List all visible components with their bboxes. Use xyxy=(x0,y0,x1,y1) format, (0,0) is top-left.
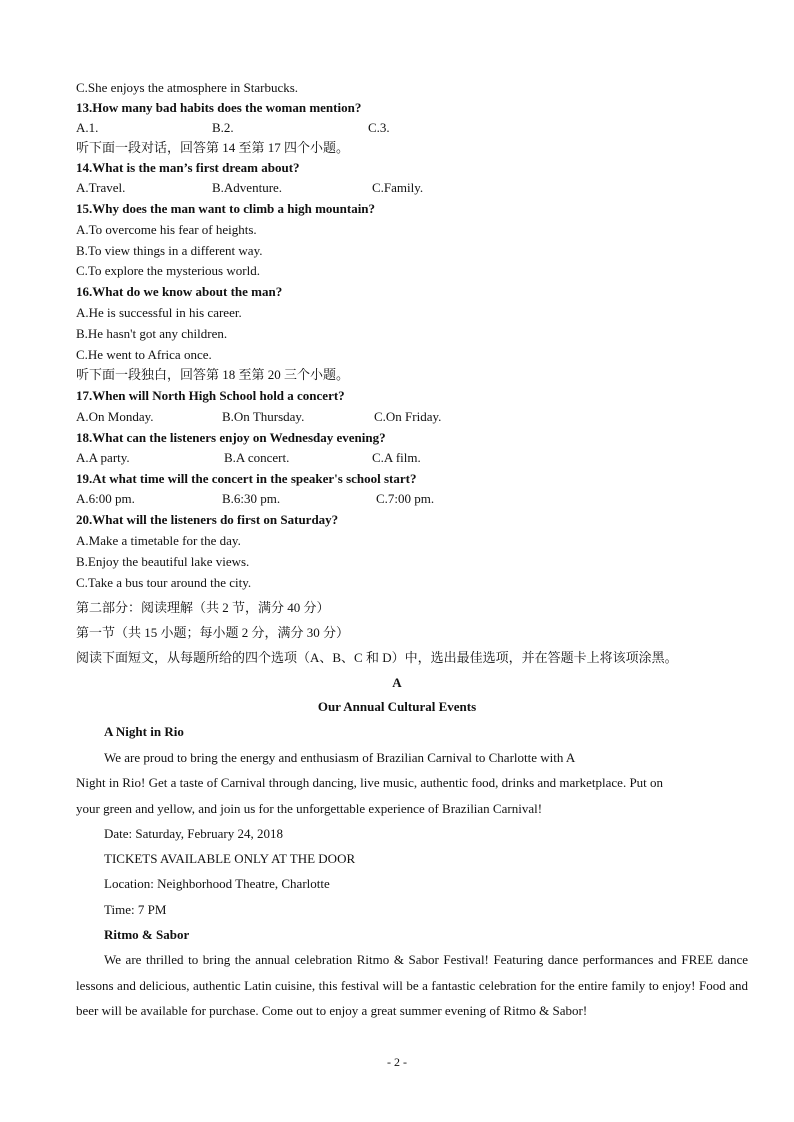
q17-option-c: C.On Friday. xyxy=(374,409,442,424)
section-one-title: 第一节（共 15 小题；每小题 2 分，满分 30 分） xyxy=(76,625,350,640)
event1-date: Date: Saturday, February 24, 2018 xyxy=(104,826,283,841)
event1-tickets: TICKETS AVAILABLE ONLY AT THE DOOR xyxy=(104,851,356,866)
q17-question: 17.When will North High School hold a concert? xyxy=(76,388,345,403)
event2-paragraph xyxy=(76,947,748,1024)
part-two-title: 第二部分：阅读理解（共 2 节，满分 40 分） xyxy=(76,600,330,615)
event1-text-line3: your green and yellow, and join us for the unforgettable experience of Brazilian Carnival! xyxy=(76,801,543,816)
event1-time: Time: 7 PM xyxy=(104,902,167,917)
q16-question: 16.What do we know about the man? xyxy=(76,284,283,299)
q19-question: 19.At what time will the concert in the speaker's school start? xyxy=(76,471,417,486)
reading-instruction: 阅读下面短文，从每题所给的四个选项（A、B、C 和 D）中，选出最佳选项，并在答题卡上将该项涂黑。 xyxy=(76,650,678,665)
q12-option-c: C.She enjoys the atmosphere in Starbucks. xyxy=(76,80,299,95)
q15-option-c: C.To explore the mysterious world. xyxy=(76,263,260,278)
q16-option-a: A.He is successful in his career. xyxy=(76,305,242,320)
page-number: - 2 - xyxy=(387,1055,407,1069)
q13-question: 13.How many bad habits does the woman mention? xyxy=(76,100,362,115)
q20-option-a: A.Make a timetable for the day. xyxy=(76,533,241,548)
q14-option-b: B.Adventure. xyxy=(212,180,283,195)
q18-question: 18.What can the listeners enjoy on Wednesday evening? xyxy=(76,430,386,445)
event2-name: Ritmo & Sabor xyxy=(104,927,190,942)
q17-option-b: B.On Thursday. xyxy=(222,409,305,424)
event1-text-line1: We are proud to bring the energy and enthusiasm of Brazilian Carnival to Charlotte with A xyxy=(104,750,576,765)
event1-location: Location: Neighborhood Theatre, Charlotte xyxy=(104,876,330,891)
q19-option-c: C.7:00 pm. xyxy=(376,491,435,506)
q20-option-c: C.Take a bus tour around the city. xyxy=(76,575,252,590)
q13-option-a: A.1. xyxy=(76,120,99,135)
q18-option-b: B.A concert. xyxy=(224,450,290,465)
q15-option-a: A.To overcome his fear of heights. xyxy=(76,222,257,237)
q14-question: 14.What is the man’s first dream about? xyxy=(76,160,300,175)
q15-question: 15.Why does the man want to climb a high mountain? xyxy=(76,201,376,216)
q19-option-b: B.6:30 pm. xyxy=(222,491,281,506)
q14-option-a: A.Travel. xyxy=(76,180,126,195)
q16-option-c: C.He went to Africa once. xyxy=(76,347,212,362)
q17-option-a: A.On Monday. xyxy=(76,409,154,424)
q16-option-b: B.He hasn't got any children. xyxy=(76,326,228,341)
event1-text-line2: Night in Rio! Get a taste of Carnival through dancing, live music, authentic food, drinks and marketplace. Put on xyxy=(76,775,664,790)
q15-option-b: B.To view things in a different way. xyxy=(76,243,263,258)
instruction-14-17: 听下面一段对话，回答第 14 至第 17 四个小题。 xyxy=(76,140,350,155)
event2-text: We are thrilled to bring the annual celebration Ritmo & Sabor Festival! Featuring dance performances and FREE dance lessons and delicious, authentic Latin cuisine, this festival will be a fantastic celebration for the entire family to enjoy! Food and beer will be available for purchase. Come out to enjoy a great summer evening of Ritmo & Sabor! xyxy=(76,952,748,1018)
q19-option-a: A.6:00 pm. xyxy=(76,491,135,506)
q20-option-b: B.Enjoy the beautiful lake views. xyxy=(76,554,250,569)
q13-option-b: B.2. xyxy=(212,120,234,135)
q18-option-c: C.A film. xyxy=(372,450,421,465)
passage-title: Our Annual Cultural Events xyxy=(317,699,477,714)
event1-name: A Night in Rio xyxy=(104,724,184,739)
q14-option-c: C.Family. xyxy=(372,180,424,195)
instruction-18-20: 听下面一段独白，回答第 18 至第 20 三个小题。 xyxy=(76,367,350,382)
q18-option-a: A.A party. xyxy=(76,450,130,465)
q20-question: 20.What will the listeners do first on Saturday? xyxy=(76,512,339,527)
q13-option-c: C.3. xyxy=(368,120,390,135)
passage-letter: A xyxy=(392,675,402,690)
